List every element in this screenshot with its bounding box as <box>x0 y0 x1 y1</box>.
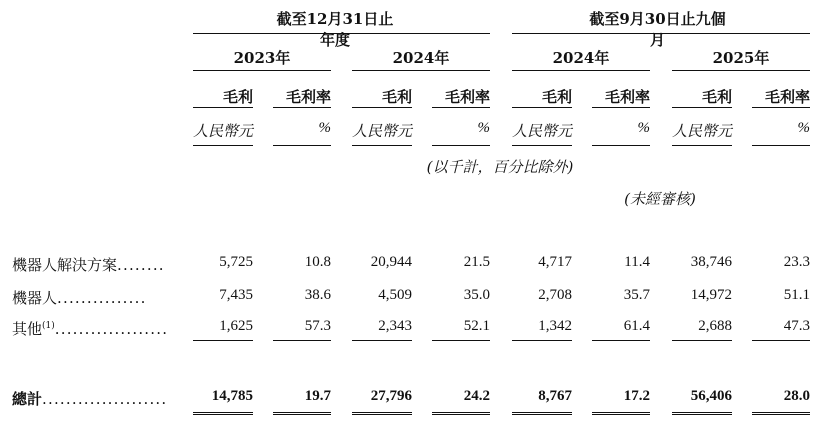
margin-cell: 21.5 <box>463 254 490 270</box>
margin-cell: 11.4 <box>624 254 650 270</box>
total-row-label <box>12 388 167 409</box>
group-header-nine-months: 截至9月30日止九個月 <box>589 10 726 49</box>
metric-rule <box>512 107 572 108</box>
unit-percent: % <box>318 120 331 136</box>
gross-profit-cell: 56,406 <box>690 388 732 404</box>
subtotal-rule <box>352 340 412 341</box>
unit-rule <box>672 145 732 146</box>
gross-profit-cell: 14,972 <box>690 287 732 303</box>
metric-header-margin: 毛利率 <box>444 90 490 106</box>
row-label <box>12 254 165 275</box>
gross-profit-cell: 2,688 <box>698 318 732 334</box>
total-double-rule <box>592 412 650 418</box>
year-rule-2023 <box>193 70 331 71</box>
unit-rmb: 人民幣元 <box>192 124 253 140</box>
gross-profit-cell: 1,625 <box>219 318 253 334</box>
metric-rule <box>752 107 810 108</box>
note-unaudited: (未經審核) <box>624 190 696 208</box>
year-rule-2024-9m <box>512 70 650 71</box>
margin-cell: 23.3 <box>783 254 810 270</box>
metric-header-margin: 毛利率 <box>285 90 331 106</box>
unit-rmb: 人民幣元 <box>351 124 412 140</box>
unit-rule <box>512 145 572 146</box>
year-header-2023: 2023年 <box>233 49 291 67</box>
metric-rule <box>352 107 412 108</box>
year-rule-2025 <box>672 70 810 71</box>
year-header-2024-fy: 2024年 <box>392 49 450 67</box>
gross-profit-cell: 2,343 <box>378 318 412 334</box>
row-label-text: 總計 <box>12 390 43 408</box>
year-header-2024-9m: 2024年 <box>552 49 610 67</box>
group-header-fiscal-year: 截至12月31日止年度 <box>276 10 394 49</box>
margin-cell: 10.8 <box>304 254 331 270</box>
gross-profit-cell: 20,944 <box>370 254 412 270</box>
unit-rmb: 人民幣元 <box>511 124 572 140</box>
margin-cell: 51.1 <box>783 287 810 303</box>
leader-dots: ................... <box>54 320 169 338</box>
gross-profit-cell: 2,708 <box>538 287 572 303</box>
metric-header-gross-profit: 毛利 <box>701 90 732 106</box>
gross-profit-cell: 5,725 <box>219 254 253 270</box>
subtotal-rule <box>752 340 810 341</box>
margin-cell: 52.1 <box>463 318 490 334</box>
footnote-marker: (1) <box>42 321 55 331</box>
unit-rule <box>592 145 650 146</box>
margin-cell: 28.0 <box>783 388 810 404</box>
row-label <box>12 318 168 339</box>
subtotal-rule <box>672 340 732 341</box>
unit-rule <box>193 145 253 146</box>
gross-profit-cell: 7,435 <box>219 287 253 303</box>
unit-rule <box>273 145 331 146</box>
total-double-rule <box>512 412 572 418</box>
metric-header-gross-profit: 毛利 <box>222 90 253 106</box>
gross-profit-cell: 4,717 <box>538 254 572 270</box>
row-label-text: 機器人解決方案 <box>12 256 118 274</box>
metric-header-gross-profit: 毛利 <box>381 90 412 106</box>
gross-profit-cell: 1,342 <box>538 318 572 334</box>
row-label-text: 其他 <box>12 320 43 338</box>
total-double-rule <box>752 412 810 418</box>
group-rule-fiscal-year <box>193 33 490 34</box>
gross-profit-cell: 4,509 <box>378 287 412 303</box>
margin-cell: 24.2 <box>463 388 490 404</box>
year-rule-2024-fy <box>352 70 490 71</box>
margin-cell: 57.3 <box>304 318 331 334</box>
unit-rule <box>752 145 810 146</box>
unit-rule <box>432 145 490 146</box>
gross-profit-cell: 38,746 <box>690 254 732 270</box>
leader-dots: ............... <box>57 289 147 307</box>
unit-percent: % <box>637 120 650 136</box>
margin-cell: 19.7 <box>304 388 331 404</box>
metric-header-gross-profit: 毛利 <box>541 90 572 106</box>
total-double-rule <box>273 412 331 418</box>
gross-profit-cell: 27,796 <box>370 388 412 404</box>
group-rule-nine-months <box>512 33 810 34</box>
leader-dots: ........ <box>117 256 165 274</box>
margin-cell: 35.0 <box>463 287 490 303</box>
margin-cell: 17.2 <box>623 388 650 404</box>
subtotal-rule <box>512 340 572 341</box>
subtotal-rule <box>193 340 253 341</box>
metric-header-margin: 毛利率 <box>764 90 810 106</box>
margin-cell: 61.4 <box>623 318 650 334</box>
unit-rule <box>352 145 412 146</box>
unit-percent: % <box>797 120 810 136</box>
margin-cell: 38.6 <box>304 287 331 303</box>
subtotal-rule <box>592 340 650 341</box>
total-double-rule <box>432 412 490 418</box>
total-double-rule <box>672 412 732 418</box>
margin-cell: 35.7 <box>623 287 650 303</box>
metric-rule <box>592 107 650 108</box>
subtotal-rule <box>273 340 331 341</box>
unit-rmb: 人民幣元 <box>671 124 732 140</box>
row-label-text: 機器人 <box>12 289 58 307</box>
subtotal-rule <box>432 340 490 341</box>
leader-dots: ..................... <box>42 390 168 408</box>
row-label <box>12 287 147 308</box>
gross-profit-cell: 14,785 <box>211 388 253 404</box>
unit-percent: % <box>477 120 490 136</box>
metric-header-margin: 毛利率 <box>604 90 650 106</box>
metric-rule <box>273 107 331 108</box>
metric-rule <box>432 107 490 108</box>
margin-cell: 47.3 <box>783 318 810 334</box>
total-double-rule <box>193 412 253 418</box>
metric-rule <box>672 107 732 108</box>
total-double-rule <box>352 412 412 418</box>
year-header-2025: 2025年 <box>712 49 770 67</box>
metric-rule <box>193 107 253 108</box>
gross-profit-cell: 8,767 <box>538 388 572 404</box>
note-thousands: (以千計，百分比除外) <box>426 158 574 176</box>
